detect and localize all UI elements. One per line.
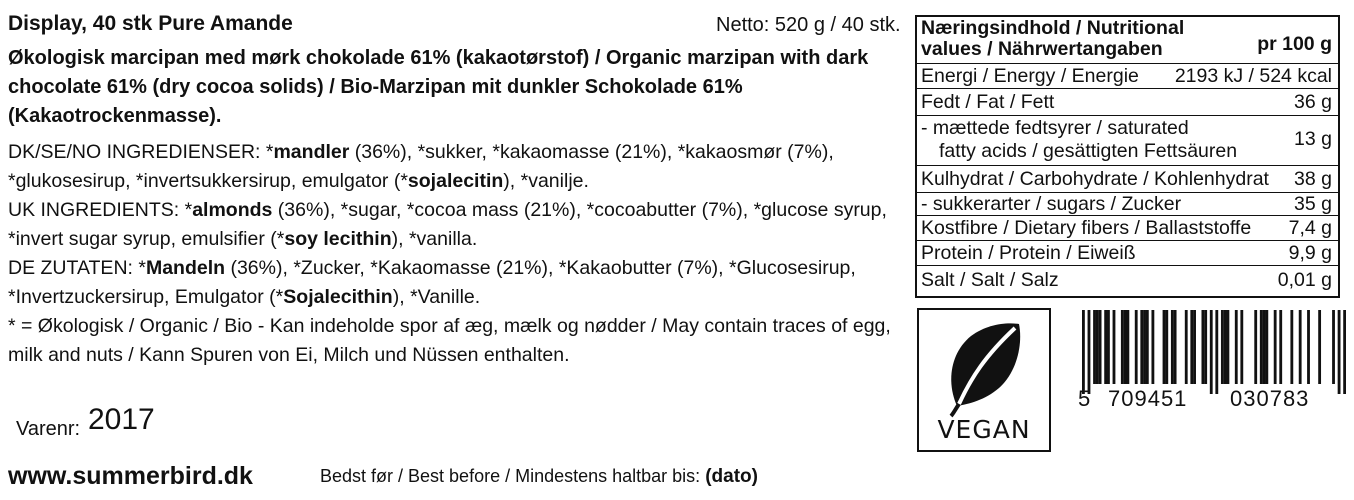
barcode-bar	[1165, 310, 1168, 384]
barcode-bar	[1088, 310, 1091, 394]
nutrition-row-carbohydrate: Kulhydrat / Carbohydrate / Kohlenhydrat 38 g	[917, 165, 1338, 192]
nutrition-row-fat: Fedt / Fat / Fett 36 g	[917, 88, 1338, 115]
barcode-right-group: 030783	[1230, 386, 1310, 411]
barcode-bar	[1099, 310, 1102, 384]
barcode-bar	[1107, 310, 1110, 384]
barcode-bar	[1307, 310, 1310, 384]
barcode-bar	[1113, 310, 1116, 384]
nutrition-table	[915, 15, 1340, 298]
barcode-bar	[1135, 310, 1138, 384]
barcode-bar	[1093, 310, 1096, 384]
ingredients-uk: UK INGREDIENTS: *almonds (36%), *sugar, *cocoa mass (21%), *cocoabutter (7%), *glucose syrup, *invert sugar syrup, emulsifier (*soy lecithin), *vanilla.	[8, 199, 887, 250]
barcode-bar	[1263, 310, 1266, 384]
nutrition-row-protein: Protein / Protein / Eiweiß 9,9 g	[917, 240, 1338, 265]
barcode-bar	[1185, 310, 1188, 384]
barcode-bar	[1338, 310, 1341, 394]
barcode-bar	[1299, 310, 1302, 384]
barcode-bar	[1260, 310, 1263, 384]
barcode-bar	[1274, 310, 1277, 384]
barcode-bar	[1104, 310, 1107, 384]
barcode-bar	[1146, 310, 1149, 384]
barcode-bar	[1082, 310, 1085, 394]
nutrition-row-fibers: Kostfibre / Dietary fibers / Ballaststoffe 7,4 g	[917, 215, 1338, 240]
net-weight: Netto: 520 g / 40 stk.	[716, 14, 901, 36]
barcode-bar	[1193, 310, 1196, 384]
barcode-bar	[1227, 310, 1230, 384]
item-number-value: 2017	[88, 403, 155, 436]
barcode-bar	[1171, 310, 1174, 384]
barcode-bar	[1343, 310, 1346, 394]
barcode-bar	[1190, 310, 1193, 384]
product-description: Økologisk marcipan med mørk chokolade 61% (kakaotørstof) / Organic marzipan with dark chocolate 61% (dry cocoa solids) / Bio-Marzipan mit dunkler Schokolade 61% (Kakaotrockenmasse).	[8, 47, 869, 127]
barcode-bar	[1332, 310, 1335, 384]
nutrition-row-saturated: - mættede fedtsyrer / saturated fatty acids / gesättigten Fettsäuren 13 g	[917, 115, 1338, 165]
barcode-bar	[1235, 310, 1238, 384]
barcode-bar	[1254, 310, 1257, 384]
nutrition-per-100g: pr 100 g	[1257, 33, 1332, 55]
barcode-bar	[1318, 310, 1321, 384]
barcode-left-group: 709451	[1108, 386, 1188, 411]
barcode-bar	[1210, 310, 1213, 394]
product-title: Display, 40 stk Pure Amande	[8, 12, 293, 35]
barcode-first-digit: 5	[1078, 386, 1091, 411]
barcode-bar	[1174, 310, 1177, 384]
barcode-bar	[1240, 310, 1243, 384]
best-before: Bedst før / Best before / Mindestens haltbar bis: (dato)	[320, 466, 758, 487]
barcode-bar	[1126, 310, 1129, 384]
barcode-bar	[1121, 310, 1124, 384]
nutrition-header	[917, 17, 1338, 63]
website-url: www.summerbird.dk	[8, 462, 253, 490]
barcode-bar	[1096, 310, 1099, 384]
barcode-bar	[1265, 310, 1268, 384]
nutrition-row-sugars: - sukkerarter / sugars / Zucker 35 g	[917, 192, 1338, 215]
barcode-bar	[1215, 310, 1218, 394]
ingredients-dk: DK/SE/NO INGREDIENSER: *mandler (36%), *sukker, *kakaomasse (21%), *kakaosmør (7%), *glukosesirup, *invertsukkersirup, emulgator (*sojalecitin), *vanilje.	[8, 141, 834, 192]
nutrition-row-energy: Energi / Energy / Energie 2193 kJ / 524 kcal	[917, 63, 1338, 88]
vegan-label: VEGAN	[937, 415, 1031, 444]
barcode-bar	[1143, 310, 1146, 384]
barcode-bar	[1204, 310, 1207, 384]
barcode	[1082, 310, 1346, 394]
leaf-icon	[919, 314, 1049, 418]
nutrition-header-label: Næringsindhold / Nutritional values / Nährwertangaben	[921, 17, 1185, 60]
barcode-bar	[1140, 310, 1143, 384]
barcode-bar	[1221, 310, 1224, 384]
barcode-bar	[1290, 310, 1293, 384]
item-number-label: Varenr:	[16, 418, 81, 440]
barcode-bar	[1224, 310, 1227, 384]
ingredients-de: DE ZUTATEN: *Mandeln (36%), *Zucker, *Kakaomasse (21%), *Kakaobutter (7%), *Glucosesirup, *Invertzuckersirup, Emulgator (*Sojalecithin), *Vanille.	[8, 257, 856, 308]
barcode-bar	[1163, 310, 1166, 384]
allergen-note: * = Økologisk / Organic / Bio - Kan indeholde spor af æg, mælk og nødder / May contain traces of egg, milk and nuts / Kann Spuren von Ei, Milch und Nüssen enthalten.	[8, 315, 891, 366]
barcode-bar	[1279, 310, 1282, 384]
barcode-bar	[1151, 310, 1154, 384]
nutrition-row-salt: Salt / Salt / Salz 0,01 g	[917, 265, 1338, 296]
barcode-bar	[1124, 310, 1127, 384]
barcode-bar	[1201, 310, 1204, 384]
vegan-logo	[917, 308, 1051, 452]
